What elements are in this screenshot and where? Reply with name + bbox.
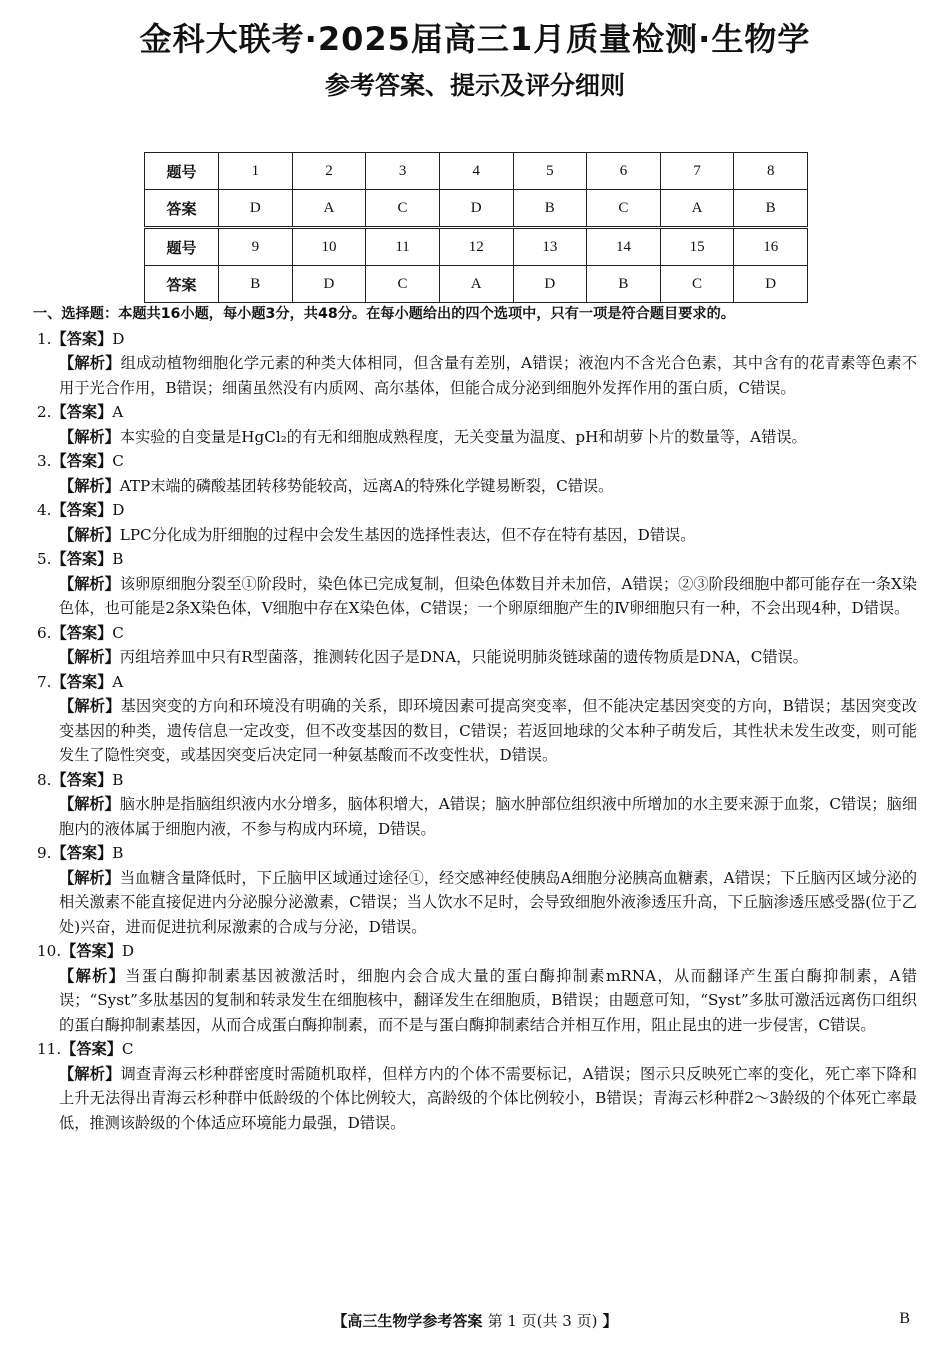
explanation-paragraph (59, 572, 917, 621)
explanation-label: 【解析】 (59, 648, 120, 666)
explanation-text: 该卵原细胞分裂至①阶段时，染色体已完成复制，但染色体数目并未加倍，A错误；②③阶段细胞中都可能存在一条X染色体，也可能是2条X染色体，Ⅴ细胞中存在X染色体，C错误；一个卵原细胞产生的Ⅳ卵细胞只有一种，不会出现4种，D错误。 (59, 574, 918, 617)
question-number: 6. (37, 623, 52, 642)
table-cell-question-no: 2 (292, 153, 366, 190)
table-row-question-numbers (145, 228, 808, 266)
answer-value: A (112, 403, 124, 421)
explanation-label: 【解析】 (59, 966, 126, 985)
explanation-paragraph (59, 351, 917, 400)
answer-label: 【答案】 (51, 770, 113, 789)
table-cell-question-no: 3 (366, 153, 440, 190)
explanation-paragraph (59, 694, 917, 768)
document-title: 金科大联考·2025届高三1月质量检测·生物学 (139, 20, 811, 58)
question-number: 9. (37, 844, 52, 862)
question-number: 5. (37, 550, 52, 568)
table-cell-question-no: 4 (439, 153, 513, 190)
explanation-label: 【解析】 (59, 476, 120, 495)
table-cell-question-no: 15 (660, 228, 734, 266)
answer-value: C (112, 452, 124, 470)
answer-line (37, 400, 917, 425)
table-cell-answer: B (734, 190, 808, 228)
answer-label: 【答案】 (51, 452, 113, 470)
table-row-question-numbers (145, 153, 808, 190)
table-cell-answer: D (734, 266, 808, 303)
footer-close-bracket: 】 (602, 1312, 618, 1330)
question-item (37, 621, 917, 670)
question-item (37, 939, 917, 1037)
explanation-text: 脑水肿是指脑组织液内水分增多，脑体积增大，A错误；脑水肿部位组织液中所增加的水主要来源于血浆，C错误；脑细胞内的液体属于细胞内液，不参与构成内环境，D错误。 (59, 795, 918, 838)
table-cell-answer: C (366, 190, 440, 228)
explanation-paragraph (59, 964, 917, 1038)
explanation-label: 【解析】 (59, 574, 120, 593)
explanation-text: 基因突变的方向和环境没有明确的关系，即环境因素可提高突变率，但不能决定基因突变的方向，B错误；基因突变改变基因的种类，遗传信息一定改变，但不改变基因的数目，C错误；若返回地球的父本种子萌发后，其性状未发生改变，则可能发生了隐性突变，或基因突变后决定同一种氨基酸而不改变性状，D错误。 (59, 697, 917, 764)
answer-line (37, 841, 917, 866)
question-item (37, 400, 917, 449)
question-item (37, 547, 917, 621)
explanation-label: 【解析】 (59, 427, 120, 446)
explanation-text: 组成动植物细胞化学元素的种类大体相同，但含量有差别，A错误；液泡内不含光合色素，其中含有的花青素等色素不用于光合作用，B错误；细菌虽然没有内质网、高尔基体，但能合成分泌到细胞外发挥作用的蛋白质，C错误。 (59, 354, 918, 397)
answer-label: 【答案】 (51, 623, 113, 642)
table-cell-answer: C (587, 190, 661, 228)
table-cell-question-no: 13 (513, 228, 587, 266)
question-number: 3. (37, 452, 52, 470)
explanation-text: 调查青海云杉种群密度时需随机取样，但样方内的个体不需要标记，A错误；图示只反映死亡率的变化，死亡率下降和上升无法得出青海云杉种群中低龄级的个体比例较大，高龄级的个体比例较小，B错误；青海云杉种群2～3龄级的个体死亡率最低，推测该龄级的个体适应环境能力最强，D错误。 (59, 1064, 918, 1132)
table-cell-question-no: 8 (734, 153, 808, 190)
table-cell-answer: B (587, 266, 661, 303)
question-item (37, 670, 917, 768)
answer-value: B (112, 844, 124, 862)
explanation-text: 当血糖含量降低时，下丘脑甲区域通过途径①，经交感神经使胰岛A细胞分泌胰高血糖素，A错误；下丘脑丙区域分泌的相关激素不能直接促进内分泌腺分泌激素，C错误；当人饮水不足时，会导致细胞外液渗透压升高，下丘脑渗透压感受器(位于乙处)兴奋，进而促进抗利尿激素的合成与分泌，D错误。 (59, 868, 918, 936)
answer-line (37, 498, 917, 523)
content-body (33, 302, 918, 1135)
question-item (37, 449, 917, 498)
table-cell-question-no: 7 (660, 153, 734, 190)
footer-page-number: 第 1 页(共 3 页) (487, 1312, 598, 1330)
answer-label: 【答案】 (51, 672, 113, 691)
table-cell-answer: A (292, 190, 366, 228)
explanation-label: 【解析】 (59, 525, 120, 544)
answer-label: 【答案】 (51, 403, 113, 421)
explanation-label: 【解析】 (59, 354, 121, 372)
question-number: 2. (37, 403, 52, 421)
table-header-answer: 答案 (145, 266, 219, 303)
question-number: 1. (37, 329, 52, 348)
explanation-text: ATP末端的磷酸基团转移势能较高，远离A的特殊化学键易断裂，C错误。 (119, 476, 614, 495)
answer-line (37, 939, 917, 964)
section-heading: 一、选择题：本题共16小题，每小题3分，共48分。在每小题给出的四个选项中，只有一项是符合题目要求的。 (33, 306, 735, 322)
answer-line (37, 547, 917, 572)
table-cell-answer: B (513, 190, 587, 228)
answer-line (37, 1037, 917, 1062)
question-item (37, 327, 917, 401)
answer-label: 【答案】 (61, 1040, 122, 1058)
answer-line (37, 327, 917, 352)
question-item (37, 498, 917, 547)
answer-value: D (112, 329, 125, 348)
explanation-paragraph (59, 866, 917, 940)
table-cell-question-no: 5 (513, 153, 587, 190)
table-header-question-no: 题号 (145, 228, 219, 266)
explanation-text: 丙组培养皿中只有R型菌落，推测转化因子是DNA，只能说明肺炎链球菌的遗传物质是DNA，C错误。 (119, 648, 808, 666)
answer-line (37, 621, 917, 646)
table-cell-question-no: 9 (219, 228, 293, 266)
answer-value: D (112, 501, 125, 519)
explanation-paragraph (59, 425, 917, 450)
page-footer (0, 1310, 950, 1331)
table-cell-question-no: 14 (587, 228, 661, 266)
table-cell-answer: A (439, 266, 513, 303)
question-number: 10. (37, 942, 62, 960)
question-number: 7. (37, 672, 52, 691)
question-item (37, 841, 917, 939)
answer-label: 【答案】 (61, 942, 122, 960)
document-subtitle: 参考答案、提示及评分细则 (324, 71, 625, 100)
table-cell-answer: D (513, 266, 587, 303)
table-cell-question-no: 10 (292, 228, 366, 266)
explanation-paragraph (59, 645, 917, 670)
explanation-paragraph (59, 792, 917, 841)
paper-version-mark: B (899, 1310, 910, 1327)
explanation-text: 本实验的自变量是HgCl₂的有无和细胞成熟程度，无关变量为温度、pH和胡萝卜片的数量等，A错误。 (119, 427, 807, 446)
answer-line (37, 670, 917, 695)
answer-label: 【答案】 (51, 501, 113, 519)
explanation-text: 当蛋白酶抑制素基因被激活时，细胞内会合成大量的蛋白酶抑制素mRNA，从而翻译产生蛋白酶抑制素，A错误；“Syst”多肽基因的复制和转录发生在细胞核中，翻译发生在细胞质，B错误；由题意可知，“Syst”多肽可激活远离伤口组织的蛋白酶抑制素基因，从而合成蛋白酶抑制素，而不是与蛋白酶抑制素结合并相互作用，阻止昆虫的进一步侵害，C错误。 (59, 966, 917, 1034)
table-cell-answer: C (660, 266, 734, 303)
table-cell-answer: C (366, 266, 440, 303)
table-row-answers (145, 190, 808, 228)
explanation-label: 【解析】 (59, 795, 120, 813)
answer-value: D (121, 942, 135, 960)
table-header-answer: 答案 (145, 190, 219, 228)
answer-line (37, 768, 917, 793)
table-cell-question-no: 6 (587, 153, 661, 190)
explanation-paragraph (59, 1062, 917, 1136)
answer-label: 【答案】 (51, 550, 113, 568)
explanation-text: LPC分化成为肝细胞的过程中会发生基因的选择性表达，但不存在特有基因，D错误。 (119, 525, 696, 544)
table-cell-answer: B (219, 266, 293, 303)
footer-doc-label: 【高三生物学参考答案 (332, 1312, 483, 1330)
table-cell-answer: D (439, 190, 513, 228)
question-list (37, 327, 917, 1136)
question-item (37, 768, 917, 842)
table-cell-answer: A (660, 190, 734, 228)
answer-value: C (112, 623, 124, 642)
answer-label: 【答案】 (51, 844, 113, 862)
question-number: 11. (37, 1040, 62, 1058)
question-number: 4. (37, 501, 52, 519)
explanation-label: 【解析】 (59, 1064, 121, 1083)
answer-value: C (121, 1040, 134, 1058)
table-cell-question-no: 16 (734, 228, 808, 266)
answer-label: 【答案】 (51, 329, 113, 348)
question-item (37, 1037, 917, 1135)
answer-value: A (112, 672, 124, 691)
answer-value: B (112, 550, 124, 568)
explanation-paragraph (59, 523, 917, 548)
table-cell-question-no: 1 (219, 153, 293, 190)
explanation-paragraph (59, 474, 917, 499)
explanation-label: 【解析】 (59, 697, 121, 715)
answer-key-table (144, 152, 808, 303)
table-cell-answer: D (292, 266, 366, 303)
table-header-question-no: 题号 (145, 153, 219, 190)
table-cell-question-no: 11 (366, 228, 440, 266)
answer-value: B (112, 770, 124, 789)
question-number: 8. (37, 770, 52, 789)
table-cell-answer: D (219, 190, 293, 228)
table-row-answers (145, 266, 808, 303)
answer-line (37, 449, 917, 474)
explanation-label: 【解析】 (59, 868, 120, 887)
table-cell-question-no: 12 (439, 228, 513, 266)
